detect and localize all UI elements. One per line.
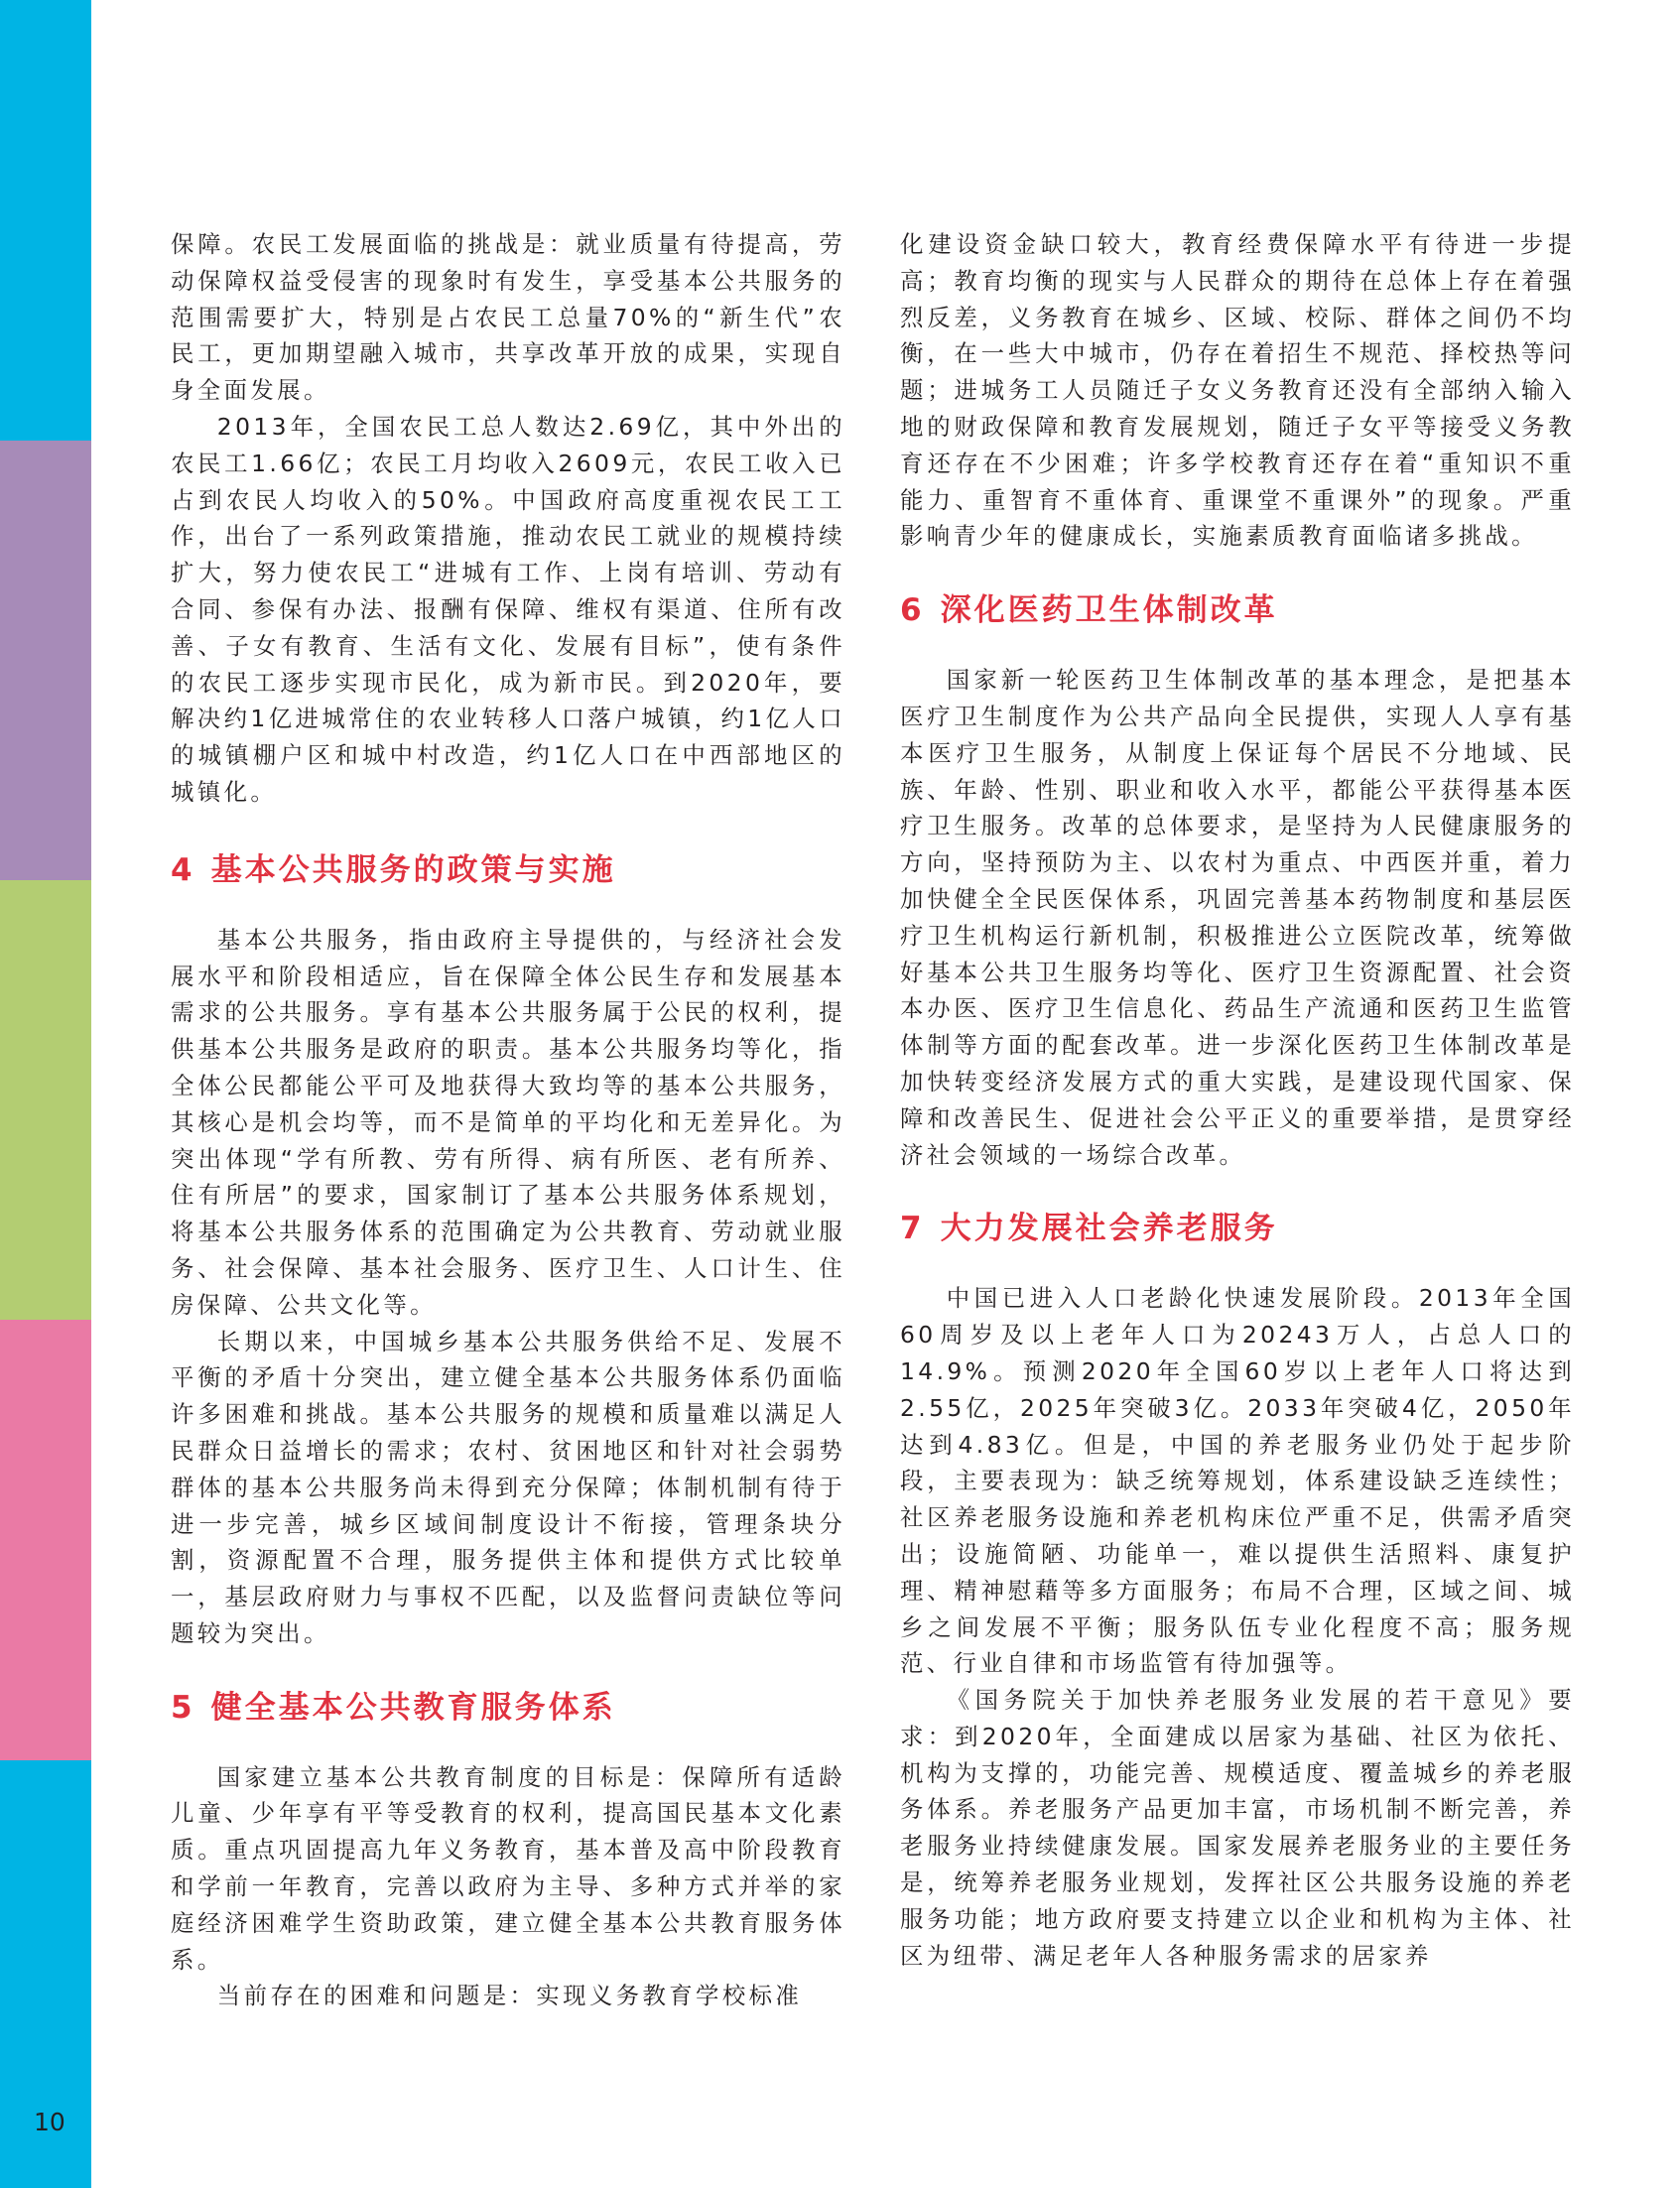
section-number: 7 — [900, 1211, 925, 1247]
paragraph-continued: 化建设资金缺口较大，教育经费保障水平有待进一步提高；教育均衡的现实与人民群众的期待在总体上存在着强烈反差，义务教育在城乡、区域、校际、群体之间仍不均衡，在一些大中城市，仍存在着招生不规范、择校热等问题；进城务工人员随迁子女义务教育还没有全部纳入输入地的财政保障和教育发展规划，随迁子女平等接受义务教育还存在不少困难；许多学校教育还存在着“重知识不重能力、重智育不重体育、重课堂不重课外”的现象。严重影响青少年的健康成长，实施素质教育面临诸多挑战。 — [900, 230, 1575, 551]
color-strip-pink — [0, 1320, 91, 1760]
section-title: 大力发展社会养老服务 — [940, 1211, 1278, 1247]
color-strip-green — [0, 880, 91, 1320]
paragraph-intro: 保障。农民工发展面临的挑战是：就业质量有待提高，劳动保障权益受侵害的现象时有发生，享受基本公共服务的范围需要扩大，特别是占农民工总量70%的“新生代”农民工，更加期望融入城市，共享改革开放的成果，实现自身全面发展。 — [171, 230, 845, 405]
page-number: 10 — [34, 2108, 65, 2136]
section-title: 健全基本公共教育服务体系 — [210, 1689, 616, 1726]
section-6-heading — [900, 588, 1575, 632]
paragraph: 《国务院关于加快养老服务业发展的若干意见》要求：到2020年，全面建成以居家为基础、社区为依托、机构为支撑的，功能完善、规模适度、覆盖城乡的养老服务体系。养老服务产品更加丰富，市场机制不断完善，养老服务业持续健康发展。国家发展养老服务业的主要任务是，统筹养老服务业规划，发挥社区公共服务设施的养老服务功能；地方政府要支持建立以企业和机构为主体、社区为纽带、满足老年人各种服务需求的居家养 — [900, 1686, 1575, 1970]
paragraph: 中国已进入人口老龄化快速发展阶段。2013年全国60周岁及以上老年人口为20243万人，占总人口的14.9%。预测2020年全国60岁以上老年人口将达到2.55亿，2025年突破3亿。2033年突破4亿，2050年达到4.83亿。但是，中国的养老服务业仍处于起步阶段，主要表现为：缺乏统筹规划，体系建设缺乏连续性；社区养老服务设施和养老机构床位严重不足，供需矛盾突出；设施简陋、功能单一，难以提供生活照料、康复护理、精神慰藉等多方面服务；布局不合理，区域之间、城乡之间发展不平衡；服务队伍专业化程度不高；服务规范、行业自律和市场监管有待加强等。 — [900, 1284, 1575, 1678]
section-number: 5 — [171, 1689, 195, 1726]
section-4-heading — [171, 848, 845, 892]
left-column — [171, 226, 845, 2014]
paragraph: 长期以来，中国城乡基本公共服务供给不足、发展不平衡的矛盾十分突出，建立健全基本公共服务体系仍面临许多困难和挑战。基本公共服务的规模和质量难以满足人民群众日益增长的需求；农村、贫困地区和针对社会弱势群体的基本公共服务尚未得到充分保障；体制机制有待于进一步完善，城乡区域间制度设计不衔接，管理条块分割，资源配置不合理，服务提供主体和提供方式比较单一，基层政府财力与事权不匹配，以及监督问责缺位等问题较为突出。 — [171, 1327, 845, 1647]
section-title: 基本公共服务的政策与实施 — [210, 851, 616, 888]
section-number: 6 — [900, 592, 925, 629]
color-strip-blue — [0, 0, 91, 441]
paragraph: 国家新一轮医药卫生体制改革的基本理念，是把基本医疗卫生制度作为公共产品向全民提供，实现人人享有基本医疗卫生服务，从制度上保证每个居民不分地域、民族、年龄、性别、职业和收入水平，都能公平获得基本医疗卫生服务。改革的总体要求，是坚持为人民健康服务的方向，坚持预防为主、以农村为重点、中西医并重，着力加快健全全民医保体系，巩固完善基本药物制度和基层医疗卫生机构运行新机制，积极推进公立医院改革，统筹做好基本公共卫生服务均等化、医疗卫生资源配置、社会资本办医、医疗卫生信息化、药品生产流通和医药卫生监管体制等方面的配套改革。进一步深化医药卫生体制改革是加快转变经济发展方式的重大实践，是建设现代国家、保障和改善民生、促进社会公平正义的重要举措，是贯穿经济社会领域的一场综合改革。 — [900, 666, 1575, 1169]
paragraph-2013: 2013年，全国农民工总人数达2.69亿，其中外出的农民工1.66亿；农民工月均收入2609元，农民工收入已占到农民人均收入的50%。中国政府高度重视农民工工作，出台了一系列政策措施，推动农民工就业的规模持续扩大，努力使农民工“进城有工作、上岗有培训、劳动有合同、参保有办法、报酬有保障、维权有渠道、住所有改善、子女有教育、生活有文化、发展有目标”，使有条件的农民工逐步实现市民化，成为新市民。到2020年，要解决约1亿进城常住的农业转移人口落户城镇，约1亿人口的城镇棚户区和城中村改造，约1亿人口在中西部地区的城镇化。 — [171, 412, 845, 806]
color-strip-purple — [0, 441, 91, 880]
paragraph: 当前存在的困难和问题是：实现义务教育学校标准 — [216, 1982, 803, 2010]
section-title: 深化医药卫生体制改革 — [940, 592, 1278, 629]
section-number: 4 — [171, 851, 195, 888]
paragraph: 基本公共服务，指由政府主导提供的，与经济社会发展水平和阶段相适应，旨在保障全体公民生存和发展基本需求的公共服务。享有基本公共服务属于公民的权利，提供基本公共服务是政府的职责。基本公共服务均等化，指全体公民都能公平可及地获得大致均等的基本公共服务，其核心是机会均等，而不是简单的平均化和无差异化。为突出体现“学有所教、劳有所得、病有所医、老有所养、住有所居”的要求，国家制订了基本公共服务体系规划，将基本公共服务体系的范围确定为公共教育、劳动就业服务、社会保障、基本社会服务、医疗卫生、人口计生、住房保障、公共文化等。 — [171, 925, 845, 1319]
right-column — [900, 226, 1575, 1974]
section-7-heading — [900, 1207, 1575, 1250]
paragraph: 国家建立基本公共教育制度的目标是：保障所有适龄儿童、少年享有平等受教育的权利，提高国民基本文化素质。重点巩固提高九年义务教育，基本普及高中阶段教育和学前一年教育，完善以政府为主导、多种方式并举的家庭经济困难学生资助政策，建立健全基本公共教育服务体系。 — [171, 1762, 845, 1974]
section-5-heading — [171, 1686, 845, 1730]
